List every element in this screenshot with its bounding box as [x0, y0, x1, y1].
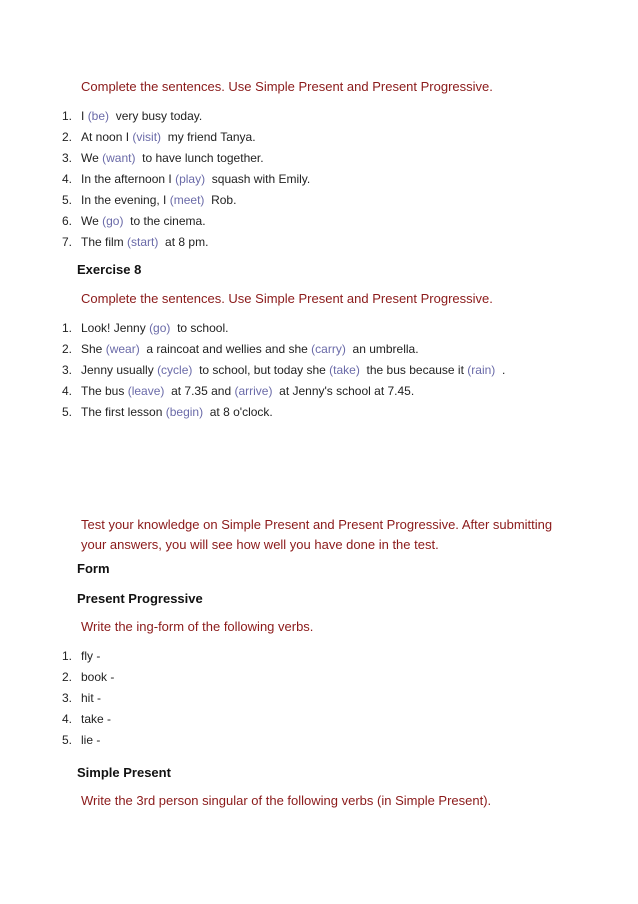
item-number: 2.	[62, 342, 73, 356]
sentence-text	[81, 339, 419, 360]
item-number: 4.	[62, 384, 73, 398]
item-number: 5.	[62, 733, 73, 747]
item-number: 4.	[62, 712, 73, 726]
verb-hint: (want)	[102, 151, 136, 165]
verb-hint: (wear)	[105, 342, 140, 356]
sentence-fragment: The bus	[81, 384, 125, 398]
item-number: 5.	[62, 193, 73, 207]
verb-hint: (take)	[329, 363, 360, 377]
sentence-fragment: In the evening, I	[81, 193, 167, 207]
verb-hint: (go)	[102, 214, 124, 228]
item-number: 3.	[62, 151, 73, 165]
sentence-text	[81, 381, 414, 402]
sentence-fragment: to school.	[177, 321, 229, 335]
verb-hint: (cycle)	[157, 363, 193, 377]
sentence-fragment: a raincoat and wellies and she	[146, 342, 308, 356]
item-number: 1.	[62, 321, 73, 335]
sentence-fragment: She	[81, 342, 103, 356]
item-number: 1.	[62, 109, 73, 123]
test-intro-line: your answers, you will see how well you have done in the test.	[81, 537, 439, 552]
verb-hint: (meet)	[169, 193, 205, 207]
verb-text: book -	[81, 670, 115, 684]
sentence-fragment: The film	[81, 235, 124, 249]
verb-hint: (go)	[149, 321, 171, 335]
sentence-fragment: at 8 pm.	[165, 235, 209, 249]
sentence-fragment: at Jenny's school at 7.45.	[279, 384, 415, 398]
sentence-fragment: at 7.35 and	[171, 384, 232, 398]
item-number: 6.	[62, 214, 73, 228]
verb-hint: (start)	[127, 235, 159, 249]
test-intro	[81, 515, 601, 555]
verb-hint: (visit)	[132, 130, 162, 144]
sentence-fragment: to the cinema.	[130, 214, 206, 228]
sentence-fragment: Jenny usually	[81, 363, 154, 377]
exercise-heading: Exercise 8	[77, 262, 142, 277]
sentence-text	[81, 190, 236, 211]
test-intro-line: Test your knowledge on Simple Present and Present Progressive. After submitting	[81, 517, 553, 532]
sentence-text	[81, 148, 264, 169]
sentence-text	[81, 318, 228, 339]
verb-hint: (begin)	[165, 405, 204, 419]
verb-text: lie -	[81, 733, 101, 747]
sentence-text	[81, 106, 202, 127]
instruction-text: Complete the sentences. Use Simple Present and Present Progressive.	[81, 79, 493, 94]
verb-hint: (carry)	[311, 342, 346, 356]
item-number: 4.	[62, 172, 73, 186]
item-number: 2.	[62, 130, 73, 144]
item-number: 2.	[62, 670, 73, 684]
sentence-text	[81, 169, 310, 190]
sentence-fragment: At noon I	[81, 130, 130, 144]
instruction-text: Write the 3rd person singular of the following verbs (in Simple Present).	[81, 793, 492, 808]
verb-hint: (arrive)	[234, 384, 273, 398]
sentence-fragment: We	[81, 151, 99, 165]
sentence-text	[81, 127, 256, 148]
verb-text: fly -	[81, 649, 101, 663]
sentence-text	[81, 360, 505, 381]
verb-hint: (leave)	[127, 384, 165, 398]
instruction-text: Write the ing-form of the following verbs.	[81, 619, 314, 634]
sentence-fragment: to school, but today she	[199, 363, 326, 377]
progressive-heading: Present Progressive	[77, 591, 203, 606]
verb-text: hit -	[81, 691, 102, 705]
sentence-text	[81, 232, 208, 253]
sentence-text	[81, 211, 206, 232]
sentence-fragment: an umbrella.	[352, 342, 419, 356]
sentence-fragment: In the afternoon I	[81, 172, 172, 186]
sentence-fragment: Rob.	[211, 193, 237, 207]
instruction-text: Complete the sentences. Use Simple Present and Present Progressive.	[81, 291, 493, 306]
sentence-fragment: I	[81, 109, 85, 123]
verb-hint: (be)	[87, 109, 110, 123]
sentence-fragment: We	[81, 214, 99, 228]
sentence-fragment: Look! Jenny	[81, 321, 146, 335]
simple-present-heading: Simple Present	[77, 765, 171, 780]
item-number: 7.	[62, 235, 73, 249]
sentence-fragment: to have lunch together.	[142, 151, 264, 165]
form-heading: Form	[77, 561, 110, 576]
verb-hint: (rain)	[467, 363, 496, 377]
sentence-fragment: the bus because it	[366, 363, 464, 377]
sentence-fragment: my friend Tanya.	[167, 130, 256, 144]
item-number: 1.	[62, 649, 73, 663]
item-number: 3.	[62, 363, 73, 377]
sentence-fragment: The first lesson	[81, 405, 163, 419]
sentence-text	[81, 402, 273, 423]
sentence-fragment: squash with Emily.	[211, 172, 311, 186]
verb-hint: (play)	[175, 172, 206, 186]
item-number: 3.	[62, 691, 73, 705]
item-number: 5.	[62, 405, 73, 419]
sentence-fragment: at 8 o'clock.	[209, 405, 273, 419]
sentence-fragment: very busy today.	[115, 109, 203, 123]
verb-text: take -	[81, 712, 112, 726]
sentence-fragment: .	[501, 363, 506, 377]
